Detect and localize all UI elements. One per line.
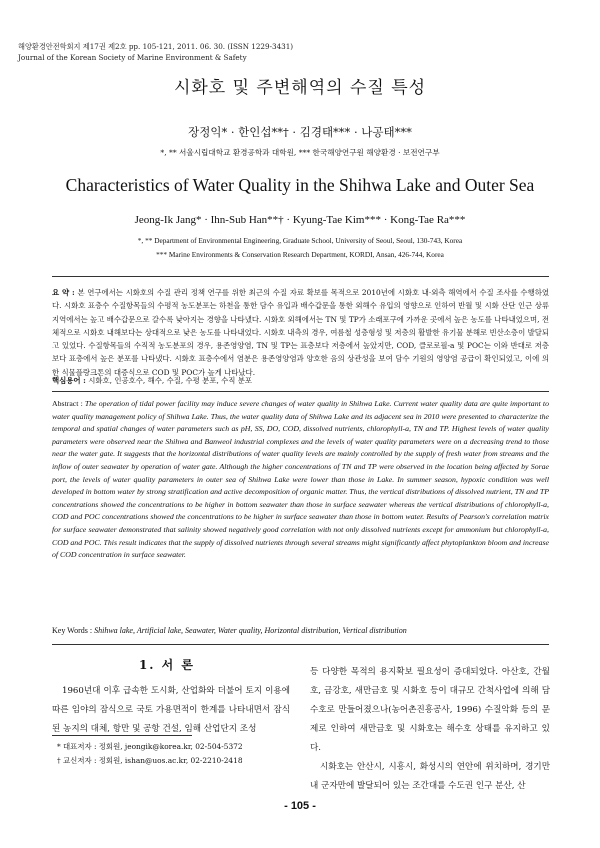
- paper-title-korean: 시화호 및 주변해역의 수질 특성: [173, 78, 427, 98]
- intro-right-column: [310, 663, 550, 796]
- footnote-first-author: * 대표저자 : 정회원, jeongik@korea.kr, 02-504-5372: [57, 742, 243, 751]
- affiliation-english-1: *, ** Department of Environmental Engineering, Graduate School, University of Seoul, Seoul, 130-743, Korea: [137, 236, 463, 245]
- keywords-english: [52, 626, 549, 635]
- page-number: - 105 -: [284, 800, 316, 812]
- abstract-english: [52, 398, 549, 562]
- authors-english: Jeong-Ik Jang* · Ihn-Sub Han**† · Kyung-Tae Kim*** · Kong-Tae Ra***: [134, 214, 466, 226]
- abstract-korean-label: 요 약 :: [52, 288, 75, 297]
- journal-header-korean: 해양환경안전학회지 제17권 제2호 pp. 105-121, 2011. 06. 30. (ISSN 1229-3431): [18, 42, 294, 51]
- abstract-english-text: The operation of tidal power facility may induce severe changes of water quality in Shihwa Lake. Current water quality data are quite important to water quality management policy of Shihwa Lake. Thus, the water quality data of Shihwa Lake and its adjacent sea in 2010 were presented to characterize the temporal and spatial changes of water parameters such as pH, SS, DO, COD, dissolved nutrients, chlorophyll-a, TN and TP. Highest levels of water quality parameters were observed near the Shihwa and Banweol industrial complexes and the levels of water quality parameters were on a decreasing trend to those near the water gate. It suggests that the horizontal distributions of water quality levels are mainly controlled by the supply of fresh water from streams and the inflow of outer seawater by operation of water gate. Although the higher concentrations of TN and TP were observed in the location being affected by Sorae port, the levels of water quality parameters in outer sea of Shihwa Lake were lower than those in Lake. In summer season, hypoxic condition was well developed in bottom water by strong stratification and active decomposition of organic matter. Thus, the vertical distributions of dissolved nutrient, TN and TP concentrations showed the concentrations to be higher in bottom seawater than those in surface seawater whereas the vertical distributions of chlorophyll-a, COD and POC concentrations showed the concentrations to be higher in surface seawater than those in bottom water. Results of Pearson's correlation matrix for surface seawater demonstrated that salinity showed negatively good correlation with not only dissolved nutrients except for ammonium but chlorophyll-a, COD and POC. This result indicates that the supply of dissolved nutrients through several streams might significantly affect phytoplankton bloom and increase of COD concentration in surface seawater.: [52, 399, 549, 560]
- top-divider: [52, 276, 549, 277]
- keywords-korean-text: 시화호, 인공호수, 해수, 수질, 수평 분포, 수직 분포: [88, 376, 253, 385]
- keywords-korean-label: 핵심용어 :: [52, 376, 86, 385]
- footnote-divider: [52, 735, 192, 736]
- footnote-corresponding-author: † 교신저자 : 정회원, ishan@uos.ac.kr, 02-2210-2418: [57, 756, 243, 765]
- affiliation-english-2: *** Marine Environments & Conservation Research Department, KORDI, Ansan, 426-744, Korea: [156, 250, 444, 259]
- keywords-english-text: Shihwa lake, Artificial lake, Seawater, Water quality, Horizontal distribution, Vertical distribution: [94, 626, 407, 635]
- mid-divider: [52, 391, 549, 392]
- intro-right-paragraph-2: 시화호는 안산시, 시흥시, 화성시의 연안에 위치하며, 경기만내 군자만에 발달되어 있는 조간대를 수도권 인구 분산, 산: [310, 762, 550, 791]
- bottom-divider: [52, 644, 549, 645]
- keywords-english-label: Key Words :: [52, 626, 93, 635]
- intro-left-paragraph: 1960년대 이후 급속한 도시화, 산업화와 더불어 토지 이용에 따른 임야의 잠식으로 국토 가용면적이 한계를 나타내면서 잠식된 농지의 대체, 항만 및 공항 건설, 임해 산업단지 조성: [52, 686, 290, 734]
- keywords-korean: [52, 375, 549, 386]
- section-title-introduction: 1. 서 론: [138, 658, 196, 672]
- abstract-english-label: Abstract :: [52, 399, 83, 408]
- paper-title-english: Characteristics of Water Quality in the Shihwa Lake and Outer Sea: [65, 175, 535, 195]
- intro-right-paragraph-1: 등 다양한 목적의 용지확보 필요성이 증대되었다. 아산호, 간월호, 금강호, 새만금호 및 시화호 등이 대규모 간척사업에 의해 담수호로 만들어졌으나(농어촌진흥공사, 1996) 수질악화 등의 문제로 인하여 새만금호 및 시화호는 해수호 상태를 유지하고 있다.: [310, 667, 550, 753]
- affiliation-korean: *, ** 서울시립대학교 환경공학과 대학원, *** 한국해양연구원 해양환경 · 보전연구부: [160, 148, 440, 157]
- abstract-korean: [52, 286, 549, 379]
- authors-korean: 장정익* · 한인섭**† · 김경태*** · 나공태***: [188, 125, 412, 139]
- journal-header-english: Journal of the Korean Society of Marine Environment & Safety: [18, 53, 247, 62]
- abstract-korean-text: 본 연구에서는 시화호의 수질 관리 정책 연구를 위한 최근의 수질 자료 확보를 목적으로 2010년에 시화호 내·외측 해역에서 수질 조사를 수행하였다. 시화호 표층수 수질항목들의 수평적 농도분포는 하천을 통한 담수 유입과 배수갑문을 통한 외해수 유입의 영향으로 인하여 반월 및 시화 산단 인근 상류지역에서는 높고 배수갑문으로 갈수록 낮아지는 경향을 나타냈다. 시화호 외해에서는 TN 및 TP가 소래포구에 가까운 곳에서 높은 농도를 나타내었으며, 전체적으로 시화호 내해보다는 상대적으로 낮은 농도를 나타내었다. 시화호 내측의 경우, 여름철 성층형성 및 저층의 활발한 유기물 분해로 빈산소층이 발달되고 있었다. 수질항목들의 수직적 농도분포의 경우, 용존영양염, TN 및 TP는 표층보다 저층에서 높았지만, COD, 클로로필-a 및 POC는 이와 반대로 저층보다 표층에서 높은 분포를 나타냈다. 시화호 표층수에서 염분은 용존영양염과 양호한 음의 상관성을 보여 담수 기원의 영양염 공급이 확인되었고, 이에 의한 식물플랑크톤의 대증식으로 COD 및 POC가 높게 나타났다.: [52, 288, 549, 377]
- intro-left-column: [52, 682, 290, 739]
